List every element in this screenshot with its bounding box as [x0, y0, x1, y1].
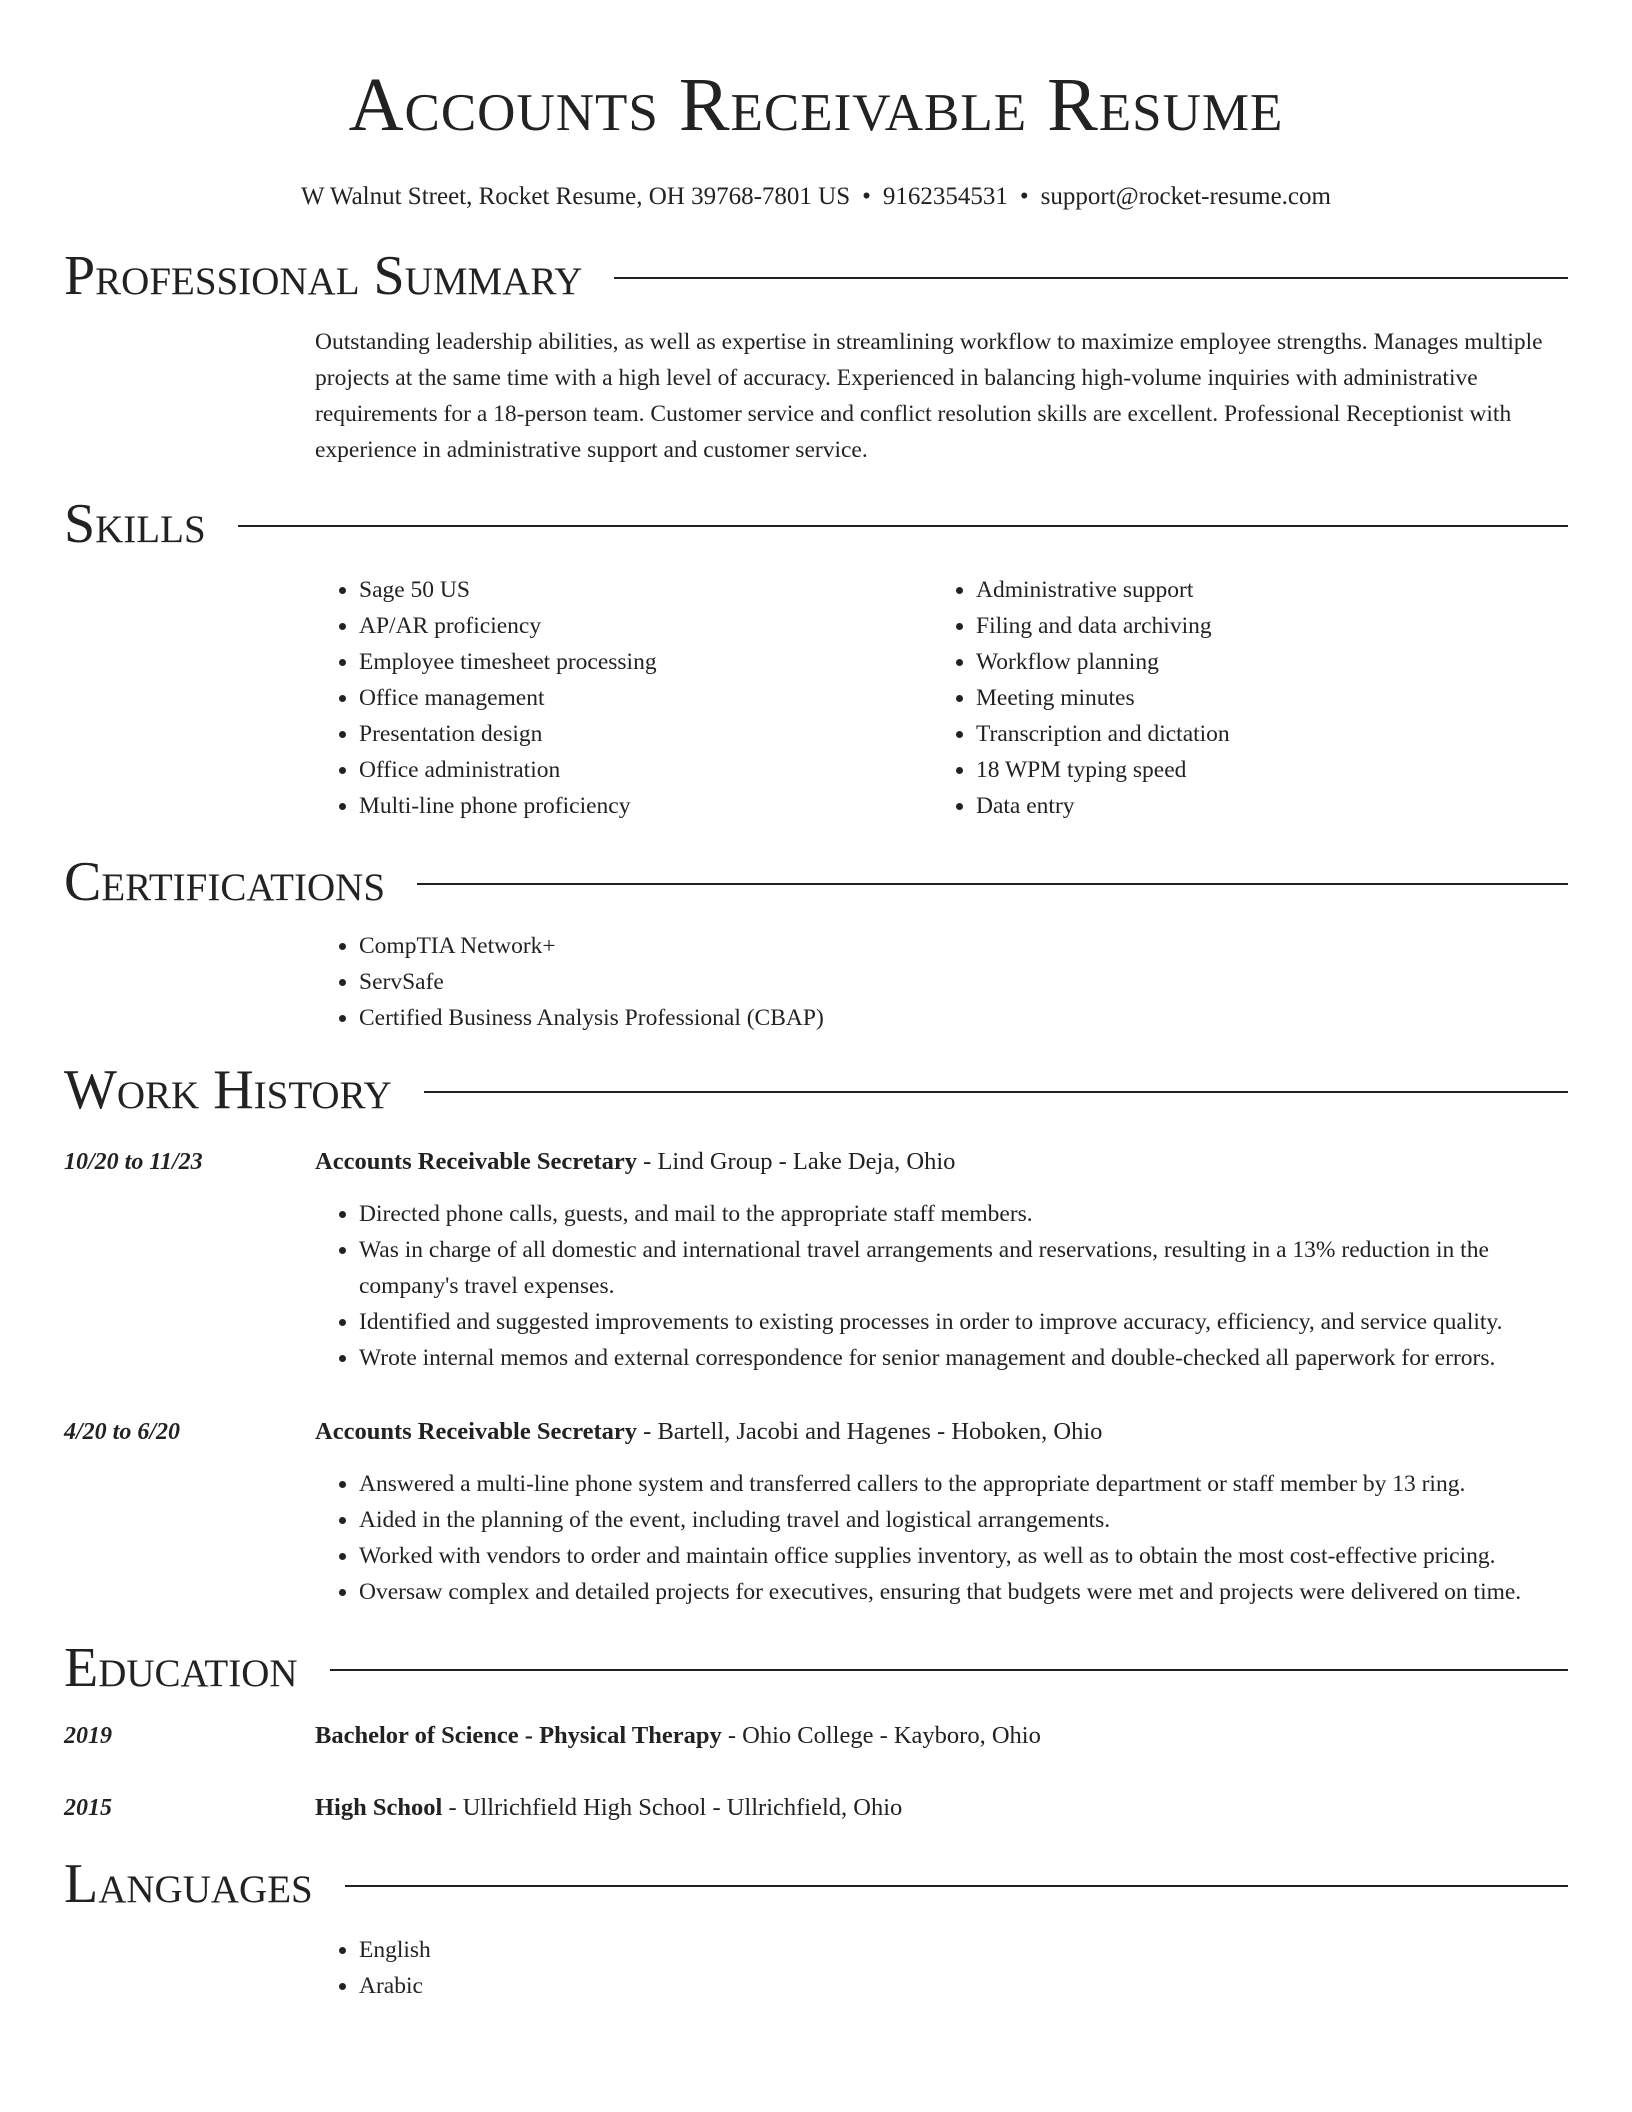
job-duty-item: • Answered a multi-line phone system and transferred callers to the appropriate department or staff member by 13 ring. [359, 1466, 1568, 1502]
certification-item: • ServSafe [359, 964, 1568, 1000]
certifications-list [315, 928, 1568, 1036]
job-employer-location: - Bartell, Jacobi and Hagenes - Hoboken, Ohio [637, 1418, 1103, 1445]
education-entry [64, 1718, 1568, 1754]
skill-item: • Data entry [976, 788, 1549, 824]
section-divider [417, 883, 1568, 885]
skills-section [64, 490, 1568, 824]
languages-list [315, 1932, 1568, 2004]
job-duties-list [315, 1196, 1568, 1376]
summary-header [64, 242, 1568, 310]
education-school-location: - Ohio College - Kayboro, Ohio [721, 1722, 1041, 1749]
job-duty-item: • Aided in the planning of the event, including travel and logistical arrangements. [359, 1502, 1568, 1538]
education-entry [64, 1790, 1568, 1826]
languages-content [315, 1932, 1568, 2004]
skill-item: • Filing and data archiving [976, 608, 1549, 644]
education-degree: Bachelor of Science - Physical Therapy [315, 1722, 722, 1749]
skills-column-right [932, 572, 1549, 824]
education-header [64, 1634, 1568, 1702]
skills-heading: Skills [64, 493, 206, 555]
certification-item: • CompTIA Network+ [359, 928, 1568, 964]
skill-item: • Administrative support [976, 572, 1549, 608]
education-body [315, 1718, 1568, 1754]
section-divider [238, 525, 1568, 527]
certifications-header [64, 848, 1568, 916]
summary-content [315, 324, 1568, 468]
job-heading [315, 1144, 1568, 1180]
work-history-heading: Work History [64, 1059, 392, 1121]
education-heading: Education [64, 1637, 298, 1699]
job-duty-item: • Oversaw complex and detailed projects for executives, ensuring that budgets were met and projects were delivered on time. [359, 1574, 1568, 1610]
certification-item: • Certified Business Analysis Professional (CBAP) [359, 1000, 1568, 1036]
skill-item: • Office administration [359, 752, 932, 788]
contact-separator: • [862, 183, 871, 210]
education-school-location: - Ullrichfield High School - Ullrichfield, Ohio [442, 1794, 903, 1821]
skill-item: • 18 WPM typing speed [976, 752, 1549, 788]
education-heading-line [315, 1718, 1568, 1754]
language-item: • Arabic [359, 1968, 1568, 2004]
education-body [315, 1790, 1568, 1826]
contact-address: W Walnut Street, Rocket Resume, OH 39768-7801 US [301, 183, 851, 210]
summary-heading: Professional Summary [64, 245, 583, 307]
skills-list-left [315, 572, 932, 824]
skills-grid [315, 572, 1568, 824]
skill-item: • Sage 50 US [359, 572, 932, 608]
skills-list-right [932, 572, 1549, 824]
skills-header [64, 490, 1568, 558]
section-divider [330, 1669, 1568, 1671]
languages-section [64, 1850, 1568, 2004]
education-section [64, 1634, 1568, 1826]
job-duty-item: • Identified and suggested improvements to existing processes in order to improve accuracy, efficiency, and service quality. [359, 1304, 1568, 1340]
languages-header [64, 1850, 1568, 1918]
summary-text: Outstanding leadership abilities, as well as expertise in streamlining workflow to maximize employee strengths. Manages multiple projects at the same time with a high level of accuracy. Experienced in balancing high-volume inquiries with administrative requirements for a 18-person team. Customer service and conflict resolution skills are excellent. Professional Receptionist with experience in administrative support and customer service. [315, 329, 1543, 463]
certifications-heading: Certifications [64, 851, 386, 913]
job-dates: 4/20 to 6/20 [64, 1419, 181, 1445]
contact-separator: • [1019, 183, 1029, 210]
job-body [315, 1414, 1568, 1610]
skill-item: • Transcription and dictation [976, 716, 1549, 752]
job-employer-location: - Lind Group - Lake Deja, Ohio [637, 1148, 956, 1175]
work-history-header [64, 1056, 1568, 1124]
section-divider [424, 1091, 1568, 1093]
certifications-content [315, 928, 1568, 1036]
contact-phone: 9162354531 [882, 183, 1008, 210]
skill-item: • Workflow planning [976, 644, 1549, 680]
contact-email[interactable]: support@rocket-resume.com [1040, 183, 1331, 210]
contact-line [64, 180, 1568, 214]
skill-item: • Meeting minutes [976, 680, 1549, 716]
job-duty-item: • Directed phone calls, guests, and mail to the appropriate staff members. [359, 1196, 1568, 1232]
job-duties-list [315, 1466, 1568, 1610]
section-divider [614, 277, 1568, 279]
section-divider [345, 1885, 1568, 1887]
skill-item: • Office management [359, 680, 932, 716]
skill-item: • Employee timesheet processing [359, 644, 932, 680]
skill-item: • Multi-line phone proficiency [359, 788, 932, 824]
job-entry [64, 1144, 1568, 1376]
skills-column-left [315, 572, 932, 824]
certifications-section [64, 848, 1568, 1036]
summary-section [64, 242, 1568, 468]
work-history-section [64, 1056, 1568, 1610]
languages-heading: Languages [64, 1853, 313, 1915]
skill-item: • Presentation design [359, 716, 932, 752]
education-heading-line [315, 1790, 1568, 1826]
education-year: 2019 [64, 1723, 112, 1749]
job-title: Accounts Receivable Secretary [315, 1148, 638, 1175]
education-year: 2015 [64, 1795, 112, 1821]
resume-title: Accounts Receivable Resume [348, 63, 1284, 147]
job-duty-item: • Wrote internal memos and external correspondence for senior management and double-checked all paperwork for errors. [359, 1340, 1568, 1376]
job-duty-item: • Was in charge of all domestic and international travel arrangements and reservations, resulting in a 13% reduction in the company's travel expenses. [359, 1232, 1568, 1304]
job-dates: 10/20 to 11/23 [64, 1149, 203, 1175]
skill-item: • AP/AR proficiency [359, 608, 932, 644]
language-item: • English [359, 1932, 1568, 1968]
job-entry [64, 1414, 1568, 1610]
job-heading [315, 1414, 1568, 1450]
job-duty-item: • Worked with vendors to order and maintain office supplies inventory, as well as to obtain the most cost-effective pricing. [359, 1538, 1568, 1574]
job-title: Accounts Receivable Secretary [315, 1418, 638, 1445]
job-body [315, 1144, 1568, 1376]
education-degree: High School [315, 1794, 443, 1821]
